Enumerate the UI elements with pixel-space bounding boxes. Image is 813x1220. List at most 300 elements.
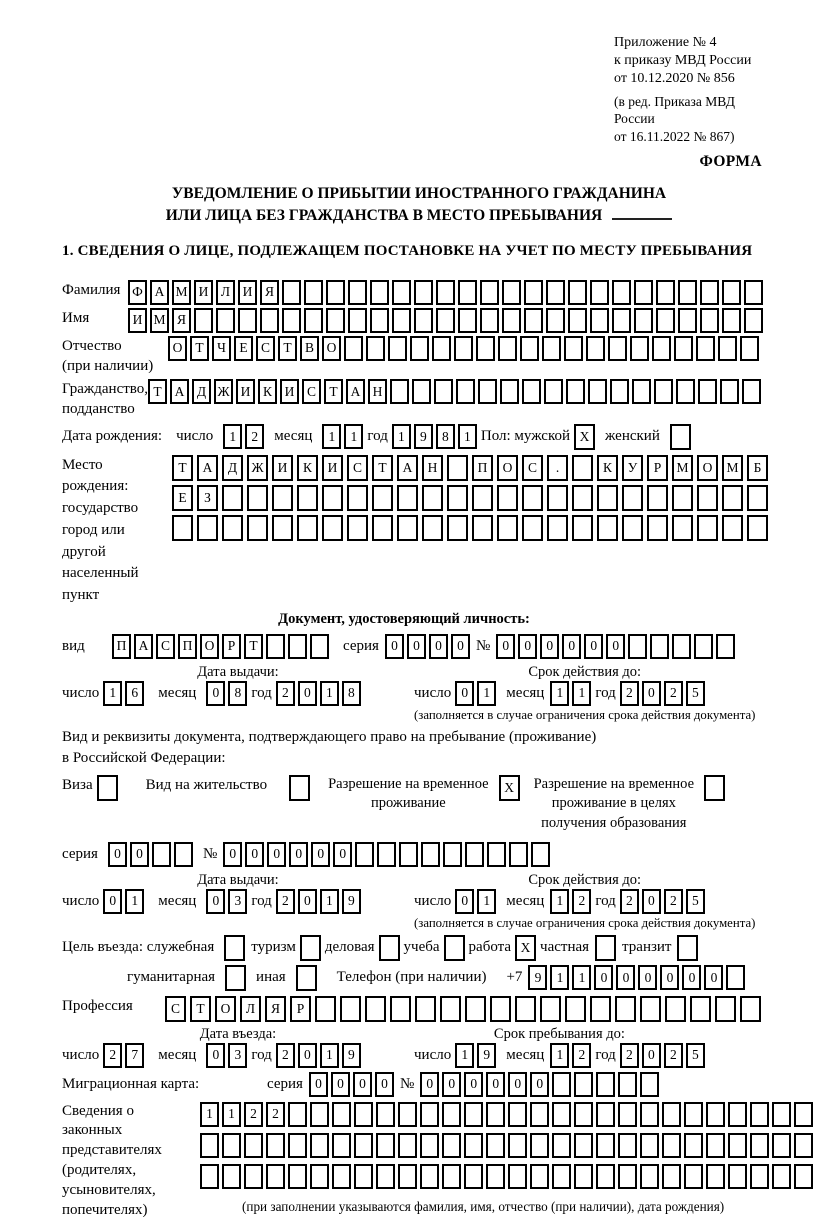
birth-place-cell[interactable]: С bbox=[347, 455, 368, 481]
guardians-cell[interactable] bbox=[662, 1102, 681, 1127]
mig-series-cell[interactable]: 0 bbox=[375, 1072, 394, 1097]
doc-issue-year-cell[interactable]: 2 bbox=[276, 681, 295, 706]
purpose-study-cell[interactable] bbox=[444, 935, 465, 961]
purpose-transit-cell[interactable] bbox=[677, 935, 698, 961]
guardians-cell[interactable] bbox=[640, 1133, 659, 1158]
guardians-cell[interactable] bbox=[376, 1164, 395, 1189]
citizenship-cell[interactable]: С bbox=[302, 379, 321, 404]
resid-issue-month-cell[interactable]: 0 bbox=[206, 889, 225, 914]
given-name-cell[interactable] bbox=[546, 308, 565, 333]
surname-cell[interactable] bbox=[304, 280, 323, 305]
patronymic-cell[interactable] bbox=[432, 336, 451, 361]
mig-number-cell[interactable] bbox=[596, 1072, 615, 1097]
doc-kind-cell[interactable]: Т bbox=[244, 634, 263, 659]
entry-year-cell[interactable]: 1 bbox=[320, 1043, 339, 1068]
patronymic-cell[interactable] bbox=[366, 336, 385, 361]
birth-place-cell[interactable]: У bbox=[622, 455, 643, 481]
patronymic-cell[interactable]: Т bbox=[190, 336, 209, 361]
doc-valid-day-cell[interactable]: 1 bbox=[477, 681, 496, 706]
birth-place-cell[interactable] bbox=[372, 515, 393, 541]
guardians-cell[interactable] bbox=[750, 1102, 769, 1127]
profession-cell[interactable] bbox=[440, 996, 461, 1022]
profession-cell[interactable] bbox=[315, 996, 336, 1022]
resid-number-cell[interactable]: 0 bbox=[289, 842, 308, 867]
guardians-cell[interactable] bbox=[222, 1164, 241, 1189]
entry-year-cell[interactable]: 2 bbox=[276, 1043, 295, 1068]
doc-number-cell[interactable] bbox=[672, 634, 691, 659]
birth-place-cell[interactable] bbox=[397, 515, 418, 541]
guardians-cell[interactable] bbox=[354, 1133, 373, 1158]
given-name-cell[interactable] bbox=[480, 308, 499, 333]
birth-place-cell[interactable]: О bbox=[497, 455, 518, 481]
resid-valid-year-cell[interactable]: 2 bbox=[664, 889, 683, 914]
guardians-cell[interactable] bbox=[640, 1164, 659, 1189]
doc-number-cell[interactable] bbox=[650, 634, 669, 659]
doc-number-cell[interactable]: 0 bbox=[518, 634, 537, 659]
resid-number-cell[interactable] bbox=[377, 842, 396, 867]
guardians-cell[interactable] bbox=[420, 1102, 439, 1127]
guardians-cell[interactable] bbox=[640, 1102, 659, 1127]
patronymic-cell[interactable] bbox=[718, 336, 737, 361]
guardians-cell[interactable] bbox=[376, 1102, 395, 1127]
guardians-cell[interactable] bbox=[442, 1102, 461, 1127]
guardians-cell[interactable] bbox=[794, 1164, 813, 1189]
birth-place-cell[interactable] bbox=[572, 455, 593, 481]
birth-place-cell[interactable]: И bbox=[322, 455, 343, 481]
citizenship-cell[interactable]: Т bbox=[148, 379, 167, 404]
guardians-cell[interactable] bbox=[574, 1102, 593, 1127]
citizenship-cell[interactable] bbox=[720, 379, 739, 404]
citizenship-cell[interactable] bbox=[456, 379, 475, 404]
birth-place-cell[interactable] bbox=[597, 515, 618, 541]
birth-place-cell[interactable]: Ж bbox=[247, 455, 268, 481]
birth-place-cell[interactable] bbox=[297, 485, 318, 511]
given-name-cell[interactable] bbox=[238, 308, 257, 333]
surname-cell[interactable] bbox=[744, 280, 763, 305]
given-name-cell[interactable]: Я bbox=[172, 308, 191, 333]
mig-series-cell[interactable]: 0 bbox=[353, 1072, 372, 1097]
profession-cell[interactable]: Л bbox=[240, 996, 261, 1022]
birth-place-cell[interactable]: А bbox=[197, 455, 218, 481]
given-name-cell[interactable] bbox=[392, 308, 411, 333]
phone-cell[interactable]: 0 bbox=[594, 965, 613, 990]
citizenship-cell[interactable]: А bbox=[346, 379, 365, 404]
surname-cell[interactable] bbox=[700, 280, 719, 305]
profession-cell[interactable] bbox=[340, 996, 361, 1022]
birth-place-cell[interactable]: Т bbox=[372, 455, 393, 481]
citizenship-cell[interactable]: Д bbox=[192, 379, 211, 404]
doc-number-cell[interactable] bbox=[716, 634, 735, 659]
given-name-cell[interactable] bbox=[502, 308, 521, 333]
phone-cell[interactable]: 0 bbox=[638, 965, 657, 990]
birth-year-cell[interactable]: 8 bbox=[436, 424, 455, 449]
birth-year-cell[interactable]: 1 bbox=[458, 424, 477, 449]
doc-valid-year-cell[interactable]: 2 bbox=[664, 681, 683, 706]
doc-kind-cell[interactable]: А bbox=[134, 634, 153, 659]
patronymic-cell[interactable]: Т bbox=[278, 336, 297, 361]
doc-number-cell[interactable] bbox=[694, 634, 713, 659]
resid-issue-day-cell[interactable]: 0 bbox=[103, 889, 122, 914]
phone-cell[interactable]: 9 bbox=[528, 965, 547, 990]
birth-place-cell[interactable]: Т bbox=[172, 455, 193, 481]
stay-day-cell[interactable]: 1 bbox=[455, 1043, 474, 1068]
birth-year-cell[interactable]: 9 bbox=[414, 424, 433, 449]
resid-number-cell[interactable]: 0 bbox=[311, 842, 330, 867]
mig-number-cell[interactable]: 0 bbox=[464, 1072, 483, 1097]
citizenship-cell[interactable] bbox=[566, 379, 585, 404]
surname-cell[interactable] bbox=[678, 280, 697, 305]
surname-cell[interactable]: Ф bbox=[128, 280, 147, 305]
guardians-cell[interactable] bbox=[706, 1102, 725, 1127]
profession-cell[interactable] bbox=[540, 996, 561, 1022]
rvp-cell[interactable]: X bbox=[499, 775, 520, 801]
resid-number-cell[interactable] bbox=[421, 842, 440, 867]
given-name-cell[interactable] bbox=[348, 308, 367, 333]
profession-cell[interactable]: С bbox=[165, 996, 186, 1022]
entry-month-cell[interactable]: 3 bbox=[228, 1043, 247, 1068]
given-name-cell[interactable] bbox=[304, 308, 323, 333]
profession-cell[interactable] bbox=[415, 996, 436, 1022]
citizenship-cell[interactable]: К bbox=[258, 379, 277, 404]
birth-place-cell[interactable] bbox=[222, 515, 243, 541]
birth-place-cell[interactable] bbox=[222, 485, 243, 511]
birth-place-cell[interactable]: Д bbox=[222, 455, 243, 481]
given-name-cell[interactable] bbox=[700, 308, 719, 333]
guardians-cell[interactable] bbox=[310, 1133, 329, 1158]
resid-valid-day-cell[interactable]: 0 bbox=[455, 889, 474, 914]
doc-kind-cell[interactable] bbox=[288, 634, 307, 659]
birth-place-cell[interactable] bbox=[497, 515, 518, 541]
birth-place-cell[interactable] bbox=[472, 485, 493, 511]
patronymic-cell[interactable] bbox=[410, 336, 429, 361]
birth-year-cell[interactable]: 1 bbox=[392, 424, 411, 449]
birth-place-cell[interactable]: К bbox=[297, 455, 318, 481]
guardians-cell[interactable] bbox=[200, 1164, 219, 1189]
profession-cell[interactable]: Т bbox=[190, 996, 211, 1022]
guardians-cell[interactable] bbox=[772, 1102, 791, 1127]
phone-cell[interactable]: 0 bbox=[682, 965, 701, 990]
birth-place-cell[interactable] bbox=[372, 485, 393, 511]
given-name-cell[interactable] bbox=[282, 308, 301, 333]
mig-series-cell[interactable]: 0 bbox=[309, 1072, 328, 1097]
citizenship-cell[interactable]: И bbox=[236, 379, 255, 404]
guardians-cell[interactable] bbox=[222, 1133, 241, 1158]
doc-issue-year-cell[interactable]: 0 bbox=[298, 681, 317, 706]
patronymic-cell[interactable]: С bbox=[256, 336, 275, 361]
phone-cell[interactable]: 1 bbox=[550, 965, 569, 990]
profession-cell[interactable] bbox=[490, 996, 511, 1022]
resid-valid-month-cell[interactable]: 2 bbox=[572, 889, 591, 914]
birth-place-cell[interactable]: И bbox=[272, 455, 293, 481]
doc-series-cell[interactable]: 0 bbox=[385, 634, 404, 659]
birth-day-cell[interactable]: 1 bbox=[223, 424, 242, 449]
surname-cell[interactable]: И bbox=[238, 280, 257, 305]
entry-month-cell[interactable]: 0 bbox=[206, 1043, 225, 1068]
birth-month-cell[interactable]: 1 bbox=[344, 424, 363, 449]
profession-cell[interactable] bbox=[515, 996, 536, 1022]
sex-female-cell[interactable] bbox=[670, 424, 691, 450]
resid-number-cell[interactable]: 0 bbox=[245, 842, 264, 867]
mig-number-cell[interactable] bbox=[618, 1072, 637, 1097]
citizenship-cell[interactable]: Ж bbox=[214, 379, 233, 404]
given-name-cell[interactable] bbox=[194, 308, 213, 333]
birth-place-cell[interactable] bbox=[247, 485, 268, 511]
guardians-cell[interactable] bbox=[464, 1102, 483, 1127]
resid-number-cell[interactable] bbox=[355, 842, 374, 867]
patronymic-cell[interactable] bbox=[476, 336, 495, 361]
birth-place-cell[interactable] bbox=[747, 485, 768, 511]
given-name-cell[interactable] bbox=[634, 308, 653, 333]
guardians-cell[interactable] bbox=[728, 1164, 747, 1189]
resid-valid-month-cell[interactable]: 1 bbox=[550, 889, 569, 914]
purpose-official-cell[interactable] bbox=[224, 935, 245, 961]
patronymic-cell[interactable] bbox=[630, 336, 649, 361]
guardians-cell[interactable] bbox=[596, 1133, 615, 1158]
guardians-cell[interactable] bbox=[288, 1133, 307, 1158]
birth-place-cell[interactable] bbox=[322, 485, 343, 511]
birth-place-cell[interactable] bbox=[597, 485, 618, 511]
patronymic-cell[interactable] bbox=[608, 336, 627, 361]
guardians-cell[interactable] bbox=[684, 1133, 703, 1158]
surname-cell[interactable]: М bbox=[172, 280, 191, 305]
guardians-cell[interactable] bbox=[530, 1164, 549, 1189]
profession-cell[interactable] bbox=[740, 996, 761, 1022]
profession-cell[interactable] bbox=[390, 996, 411, 1022]
given-name-cell[interactable] bbox=[370, 308, 389, 333]
sex-male-cell[interactable]: X bbox=[574, 424, 595, 450]
doc-number-cell[interactable]: 0 bbox=[540, 634, 559, 659]
doc-kind-cell[interactable]: Р bbox=[222, 634, 241, 659]
given-name-cell[interactable] bbox=[678, 308, 697, 333]
birth-place-cell[interactable] bbox=[447, 515, 468, 541]
purpose-tourism-cell[interactable] bbox=[300, 935, 321, 961]
guardians-cell[interactable] bbox=[398, 1102, 417, 1127]
birth-place-cell[interactable]: . bbox=[547, 455, 568, 481]
birth-place-cell[interactable] bbox=[622, 485, 643, 511]
doc-valid-month-cell[interactable]: 1 bbox=[550, 681, 569, 706]
guardians-cell[interactable] bbox=[750, 1133, 769, 1158]
doc-number-cell[interactable]: 0 bbox=[496, 634, 515, 659]
birth-place-cell[interactable] bbox=[547, 485, 568, 511]
birth-place-cell[interactable] bbox=[322, 515, 343, 541]
resid-number-cell[interactable] bbox=[531, 842, 550, 867]
citizenship-cell[interactable]: Н bbox=[368, 379, 387, 404]
citizenship-cell[interactable] bbox=[500, 379, 519, 404]
doc-kind-cell[interactable]: С bbox=[156, 634, 175, 659]
guardians-cell[interactable] bbox=[398, 1133, 417, 1158]
given-name-cell[interactable] bbox=[590, 308, 609, 333]
birth-place-cell[interactable] bbox=[522, 485, 543, 511]
guardians-cell[interactable] bbox=[706, 1164, 725, 1189]
guardians-cell[interactable] bbox=[420, 1164, 439, 1189]
guardians-cell[interactable] bbox=[706, 1133, 725, 1158]
visa-cell[interactable] bbox=[97, 775, 118, 801]
birth-place-cell[interactable] bbox=[497, 485, 518, 511]
surname-cell[interactable] bbox=[722, 280, 741, 305]
guardians-cell[interactable] bbox=[750, 1164, 769, 1189]
guardians-cell[interactable] bbox=[354, 1164, 373, 1189]
birth-place-cell[interactable] bbox=[397, 485, 418, 511]
guardians-cell[interactable] bbox=[464, 1164, 483, 1189]
citizenship-cell[interactable] bbox=[478, 379, 497, 404]
doc-number-cell[interactable]: 0 bbox=[606, 634, 625, 659]
birth-place-cell[interactable] bbox=[347, 515, 368, 541]
doc-issue-day-cell[interactable]: 6 bbox=[125, 681, 144, 706]
given-name-cell[interactable] bbox=[722, 308, 741, 333]
birth-place-cell[interactable] bbox=[722, 485, 743, 511]
profession-cell[interactable]: Р bbox=[290, 996, 311, 1022]
patronymic-cell[interactable] bbox=[454, 336, 473, 361]
surname-cell[interactable] bbox=[436, 280, 455, 305]
given-name-cell[interactable] bbox=[326, 308, 345, 333]
birth-place-cell[interactable] bbox=[447, 485, 468, 511]
resid-valid-day-cell[interactable]: 1 bbox=[477, 889, 496, 914]
patronymic-cell[interactable] bbox=[344, 336, 363, 361]
mig-number-cell[interactable]: 0 bbox=[442, 1072, 461, 1097]
citizenship-cell[interactable] bbox=[390, 379, 409, 404]
doc-series-cell[interactable]: 0 bbox=[451, 634, 470, 659]
birth-place-cell[interactable] bbox=[647, 515, 668, 541]
guardians-cell[interactable] bbox=[596, 1164, 615, 1189]
surname-cell[interactable] bbox=[590, 280, 609, 305]
patronymic-cell[interactable]: Е bbox=[234, 336, 253, 361]
given-name-cell[interactable]: И bbox=[128, 308, 147, 333]
guardians-cell[interactable] bbox=[662, 1164, 681, 1189]
patronymic-cell[interactable] bbox=[498, 336, 517, 361]
doc-issue-year-cell[interactable]: 1 bbox=[320, 681, 339, 706]
doc-kind-cell[interactable]: П bbox=[178, 634, 197, 659]
guardians-cell[interactable] bbox=[310, 1102, 329, 1127]
doc-valid-year-cell[interactable]: 2 bbox=[620, 681, 639, 706]
given-name-cell[interactable] bbox=[524, 308, 543, 333]
doc-valid-day-cell[interactable]: 0 bbox=[455, 681, 474, 706]
entry-day-cell[interactable]: 2 bbox=[103, 1043, 122, 1068]
stay-month-cell[interactable]: 1 bbox=[550, 1043, 569, 1068]
guardians-cell[interactable] bbox=[596, 1102, 615, 1127]
doc-issue-year-cell[interactable]: 8 bbox=[342, 681, 361, 706]
birth-place-cell[interactable]: Р bbox=[647, 455, 668, 481]
given-name-cell[interactable] bbox=[458, 308, 477, 333]
surname-cell[interactable] bbox=[414, 280, 433, 305]
resid-series-cell[interactable] bbox=[152, 842, 171, 867]
profession-cell[interactable] bbox=[565, 996, 586, 1022]
birth-place-cell[interactable] bbox=[647, 485, 668, 511]
surname-cell[interactable] bbox=[326, 280, 345, 305]
profession-cell[interactable] bbox=[640, 996, 661, 1022]
guardians-cell[interactable] bbox=[728, 1133, 747, 1158]
resid-issue-day-cell[interactable]: 1 bbox=[125, 889, 144, 914]
surname-cell[interactable] bbox=[612, 280, 631, 305]
birth-place-cell[interactable] bbox=[197, 515, 218, 541]
patronymic-cell[interactable] bbox=[740, 336, 759, 361]
surname-cell[interactable] bbox=[502, 280, 521, 305]
guardians-cell[interactable] bbox=[354, 1102, 373, 1127]
stay-year-cell[interactable]: 5 bbox=[686, 1043, 705, 1068]
resid-issue-year-cell[interactable]: 9 bbox=[342, 889, 361, 914]
guardians-cell[interactable] bbox=[486, 1133, 505, 1158]
patronymic-cell[interactable]: В bbox=[300, 336, 319, 361]
entry-day-cell[interactable]: 7 bbox=[125, 1043, 144, 1068]
birth-place-cell[interactable]: О bbox=[697, 455, 718, 481]
guardians-cell[interactable] bbox=[530, 1133, 549, 1158]
resid-series-cell[interactable]: 0 bbox=[130, 842, 149, 867]
given-name-cell[interactable] bbox=[414, 308, 433, 333]
citizenship-cell[interactable] bbox=[610, 379, 629, 404]
patronymic-cell[interactable] bbox=[696, 336, 715, 361]
birth-place-cell[interactable] bbox=[422, 515, 443, 541]
birth-day-cell[interactable]: 2 bbox=[245, 424, 264, 449]
birth-place-cell[interactable] bbox=[272, 515, 293, 541]
stay-year-cell[interactable]: 2 bbox=[664, 1043, 683, 1068]
stay-year-cell[interactable]: 0 bbox=[642, 1043, 661, 1068]
citizenship-cell[interactable] bbox=[412, 379, 431, 404]
guardians-cell[interactable] bbox=[684, 1102, 703, 1127]
guardians-cell[interactable] bbox=[288, 1164, 307, 1189]
doc-issue-month-cell[interactable]: 0 bbox=[206, 681, 225, 706]
guardians-cell[interactable] bbox=[772, 1164, 791, 1189]
resid-number-cell[interactable]: 0 bbox=[333, 842, 352, 867]
guardians-cell[interactable] bbox=[442, 1164, 461, 1189]
patronymic-cell[interactable] bbox=[520, 336, 539, 361]
given-name-cell[interactable]: М bbox=[150, 308, 169, 333]
patronymic-cell[interactable] bbox=[586, 336, 605, 361]
birth-place-cell[interactable] bbox=[697, 485, 718, 511]
citizenship-cell[interactable] bbox=[698, 379, 717, 404]
guardians-cell[interactable] bbox=[728, 1102, 747, 1127]
guardians-cell[interactable] bbox=[288, 1102, 307, 1127]
doc-valid-month-cell[interactable]: 1 bbox=[572, 681, 591, 706]
patronymic-cell[interactable] bbox=[564, 336, 583, 361]
guardians-cell[interactable] bbox=[508, 1133, 527, 1158]
guardians-cell[interactable] bbox=[442, 1133, 461, 1158]
surname-cell[interactable] bbox=[282, 280, 301, 305]
given-name-cell[interactable] bbox=[216, 308, 235, 333]
guardians-cell[interactable] bbox=[684, 1164, 703, 1189]
guardians-cell[interactable] bbox=[266, 1164, 285, 1189]
birth-place-cell[interactable] bbox=[247, 515, 268, 541]
birth-place-cell[interactable] bbox=[297, 515, 318, 541]
birth-place-cell[interactable] bbox=[697, 515, 718, 541]
surname-cell[interactable]: И bbox=[194, 280, 213, 305]
birth-place-cell[interactable]: З bbox=[197, 485, 218, 511]
purpose-work-cell[interactable]: X bbox=[515, 935, 536, 961]
given-name-cell[interactable] bbox=[436, 308, 455, 333]
citizenship-cell[interactable] bbox=[544, 379, 563, 404]
citizenship-cell[interactable] bbox=[632, 379, 651, 404]
resid-issue-year-cell[interactable]: 0 bbox=[298, 889, 317, 914]
birth-place-cell[interactable] bbox=[722, 515, 743, 541]
citizenship-cell[interactable] bbox=[742, 379, 761, 404]
purpose-other-cell[interactable] bbox=[296, 965, 317, 991]
birth-place-cell[interactable]: Е bbox=[172, 485, 193, 511]
given-name-cell[interactable] bbox=[612, 308, 631, 333]
given-name-cell[interactable] bbox=[260, 308, 279, 333]
guardians-cell[interactable] bbox=[552, 1164, 571, 1189]
citizenship-cell[interactable] bbox=[654, 379, 673, 404]
residence-permit-cell[interactable] bbox=[289, 775, 310, 801]
citizenship-cell[interactable] bbox=[434, 379, 453, 404]
profession-cell[interactable] bbox=[615, 996, 636, 1022]
phone-cell[interactable]: 0 bbox=[704, 965, 723, 990]
birth-place-cell[interactable]: М bbox=[722, 455, 743, 481]
doc-kind-cell[interactable]: О bbox=[200, 634, 219, 659]
resid-number-cell[interactable] bbox=[487, 842, 506, 867]
guardians-cell[interactable] bbox=[332, 1164, 351, 1189]
mig-number-cell[interactable]: 0 bbox=[530, 1072, 549, 1097]
profession-cell[interactable] bbox=[690, 996, 711, 1022]
guardians-cell[interactable] bbox=[310, 1164, 329, 1189]
patronymic-cell[interactable] bbox=[652, 336, 671, 361]
